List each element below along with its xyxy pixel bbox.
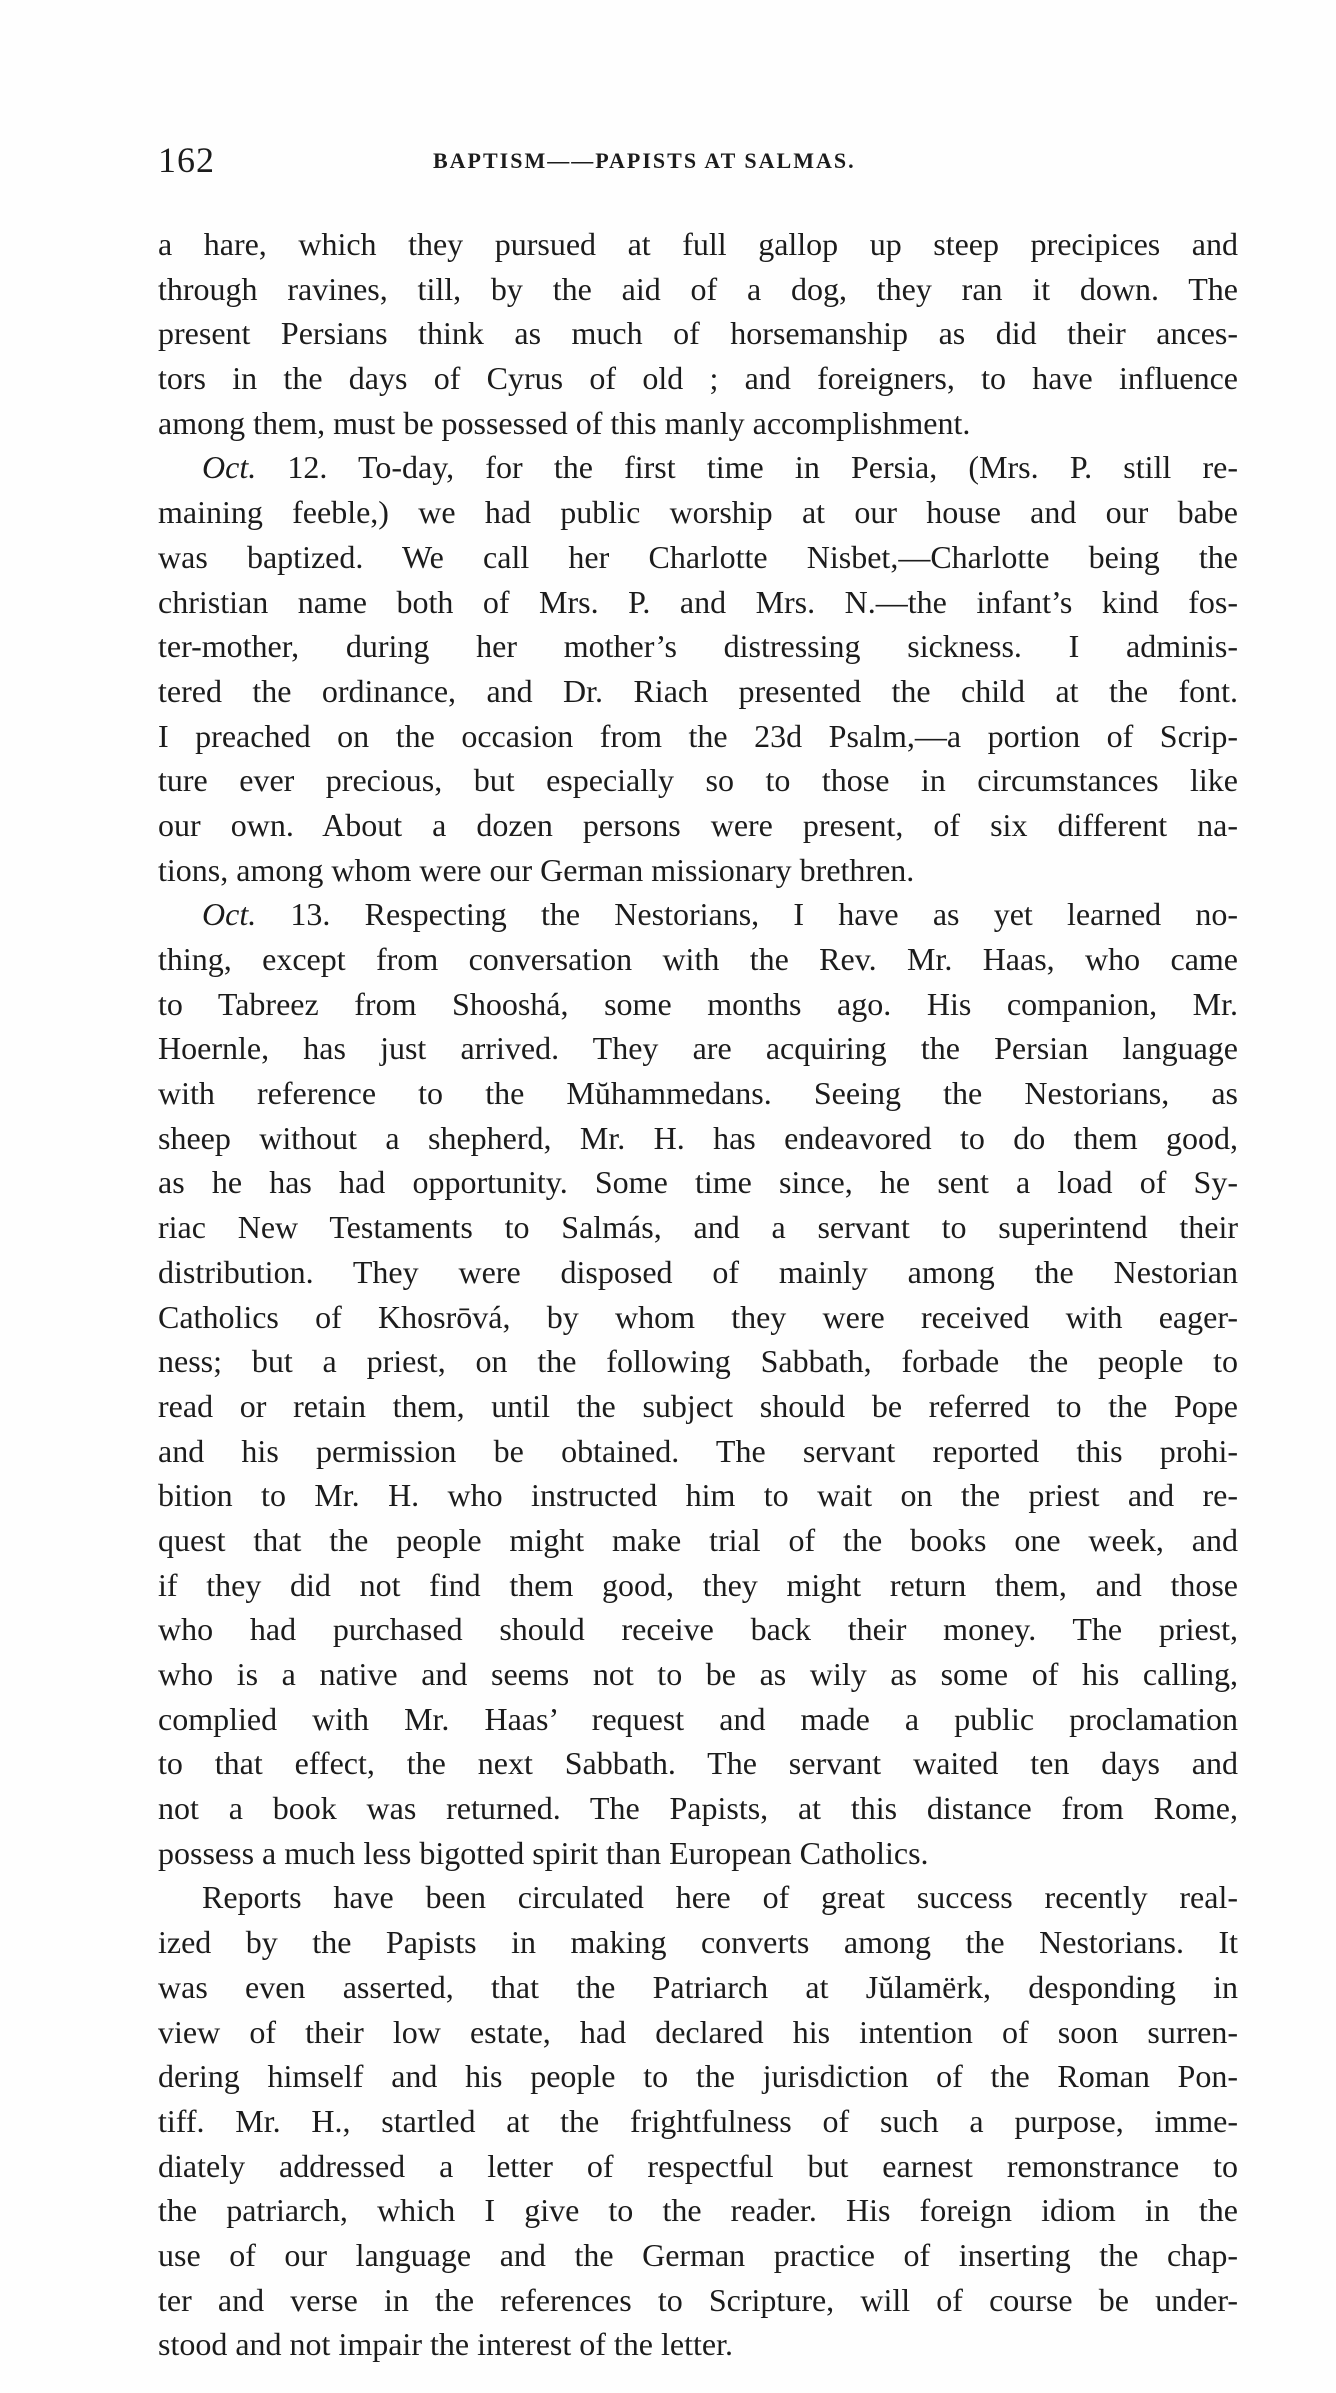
paragraph	[158, 222, 1238, 445]
text-line	[158, 1518, 1238, 1563]
line-text: stood and not impair the interest of the letter.	[158, 2326, 733, 2363]
text-line	[158, 982, 1238, 1027]
text-line	[158, 1697, 1238, 1742]
line-text: use of our language and the German practice of inserting the chap-	[158, 2236, 1238, 2273]
text-line	[158, 1339, 1238, 1384]
line-text: to Tabreez from Shooshá, some months ago. His companion, Mr.	[158, 985, 1238, 1022]
text-line	[158, 580, 1238, 625]
text-line	[158, 624, 1238, 669]
text-line	[158, 848, 1238, 893]
line-text: was baptized. We call her Charlotte Nisbet,—Charlotte being the	[158, 538, 1238, 575]
text-line	[158, 1116, 1238, 1161]
line-text: ter and verse in the references to Scripture, will of course be under-	[158, 2281, 1238, 2318]
text-line	[158, 222, 1238, 267]
line-text: 12. To-day, for the first time in Persia, (Mrs. P. still re-	[256, 449, 1238, 486]
text-line	[158, 669, 1238, 714]
line-text: ized by the Papists in making converts among the Nestorians. It	[158, 1924, 1238, 1961]
entry-date: Oct.	[202, 449, 257, 486]
text-line	[158, 2188, 1238, 2233]
entry-date: Oct.	[202, 896, 257, 933]
line-text: not a book was returned. The Papists, at this distance from Rome,	[158, 1790, 1238, 1827]
line-text: ness; but a priest, on the following Sabbath, forbade the people to	[158, 1343, 1238, 1380]
text-line	[158, 2322, 1238, 2367]
text-line	[158, 758, 1238, 803]
text-line	[158, 2144, 1238, 2189]
text-line	[158, 1831, 1238, 1876]
line-text: 13. Respecting the Nestorians, I have as yet learned no-	[256, 896, 1238, 933]
text-line	[158, 1652, 1238, 1697]
text-line	[158, 2099, 1238, 2144]
line-text: through ravines, till, by the aid of a dog, they ran it down. The	[158, 270, 1238, 307]
text-line	[158, 490, 1238, 535]
paragraph	[158, 892, 1238, 1875]
text-line	[158, 267, 1238, 312]
line-text: I preached on the occasion from the 23d Psalm,—a portion of Scrip-	[158, 717, 1238, 754]
line-text: riac New Testaments to Salmás, and a servant to superintend their	[158, 1209, 1238, 1246]
line-text: ture ever precious, but especially so to those in circumstances like	[158, 762, 1238, 799]
line-text: our own. About a dozen persons were present, of six different na-	[158, 806, 1238, 843]
text-line	[158, 1875, 1238, 1920]
text-line	[158, 1563, 1238, 1608]
text-line	[158, 1026, 1238, 1071]
text-line	[158, 2010, 1238, 2055]
line-text: complied with Mr. Haas’ request and made a public proclamation	[158, 1700, 1238, 1737]
text-line	[158, 535, 1238, 580]
text-line	[158, 1741, 1238, 1786]
text-line	[158, 1205, 1238, 1250]
page-number: 162	[158, 140, 215, 180]
line-text: diately addressed a letter of respectful but earnest remonstrance to	[158, 2147, 1238, 2184]
line-text: the patriarch, which I give to the reader. His foreign idiom in the	[158, 2192, 1238, 2229]
text-line	[158, 1071, 1238, 1116]
line-text: dering himself and his people to the jurisdiction of the Roman Pon-	[158, 2058, 1238, 2095]
running-head-title: BAPTISM——PAPISTS AT SALMAS.	[433, 148, 856, 173]
line-text: tions, among whom were our German missionary brethren.	[158, 851, 915, 888]
line-text: who had purchased should receive back their money. The priest,	[158, 1611, 1238, 1648]
line-text: christian name both of Mrs. P. and Mrs. N.—the infant’s kind fos-	[158, 583, 1238, 620]
body-text	[158, 222, 1238, 2367]
text-line	[158, 2054, 1238, 2099]
line-text: as he has had opportunity. Some time since, he sent a load of Sy-	[158, 1164, 1238, 1201]
text-line	[158, 311, 1238, 356]
line-text: distribution. They were disposed of mainly among the Nestorian	[158, 1253, 1238, 1290]
line-text: among them, must be possessed of this manly accomplishment.	[158, 404, 971, 441]
line-text: read or retain them, until the subject should be referred to the Pope	[158, 1387, 1238, 1424]
line-text: possess a much less bigotted spirit than European Catholics.	[158, 1834, 929, 1871]
text-line	[158, 892, 1238, 937]
text-line	[158, 1295, 1238, 1340]
paragraph	[158, 445, 1238, 892]
line-text: maining feeble,) we had public worship at our house and our babe	[158, 494, 1238, 531]
line-text: and his permission be obtained. The servant reported this prohi-	[158, 1432, 1238, 1469]
text-line	[158, 1384, 1238, 1429]
line-text: Catholics of Khosrōvá, by whom they were received with eager-	[158, 1298, 1238, 1335]
text-line	[158, 2233, 1238, 2278]
line-text: if they did not find them good, they might return them, and those	[158, 1566, 1238, 1603]
running-head	[158, 138, 1238, 182]
text-line	[158, 1160, 1238, 1205]
text-line	[158, 1607, 1238, 1652]
paragraph	[158, 1875, 1238, 2367]
line-text: sheep without a shepherd, Mr. H. has endeavored to do them good,	[158, 1119, 1238, 1156]
line-text: tiff. Mr. H., startled at the frightfulness of such a purpose, imme-	[158, 2102, 1238, 2139]
text-line	[158, 803, 1238, 848]
line-text: view of their low estate, had declared his intention of soon surren-	[158, 2013, 1238, 2050]
text-line	[158, 1473, 1238, 1518]
text-line	[158, 1786, 1238, 1831]
line-text: present Persians think as much of horsemanship as did their ances-	[158, 315, 1238, 352]
text-line	[158, 356, 1238, 401]
text-line	[158, 1965, 1238, 2010]
line-text: who is a native and seems not to be as wily as some of his calling,	[158, 1656, 1238, 1692]
line-text: bition to Mr. H. who instructed him to wait on the priest and re-	[158, 1477, 1238, 1514]
line-text: was even asserted, that the Patriarch at Jŭlamërk, desponding in	[158, 1968, 1238, 2005]
line-text: Hoernle, has just arrived. They are acquiring the Persian language	[158, 1030, 1238, 1067]
text-line	[158, 1250, 1238, 1295]
text-line	[158, 445, 1238, 490]
line-text: ter-mother, during her mother’s distressing sickness. I adminis-	[158, 628, 1238, 665]
line-text: thing, except from conversation with the Rev. Mr. Haas, who came	[158, 941, 1238, 977]
text-line	[158, 401, 1238, 446]
text-line	[158, 1920, 1238, 1965]
line-text: quest that the people might make trial of the books one week, and	[158, 1521, 1238, 1558]
text-line	[158, 1429, 1238, 1474]
line-text: tors in the days of Cyrus of old ; and foreigners, to have influence	[158, 360, 1238, 397]
text-line	[158, 937, 1238, 982]
text-line	[158, 714, 1238, 759]
line-text: Reports have been circulated here of great success recently real-	[202, 1879, 1238, 1916]
line-text: a hare, which they pursued at full gallop up steep precipices and	[158, 226, 1238, 262]
line-text: to that effect, the next Sabbath. The servant waited ten days and	[158, 1745, 1238, 1782]
line-text: with reference to the Mŭhammedans. Seeing the Nestorians, as	[158, 1075, 1238, 1112]
line-text: tered the ordinance, and Dr. Riach presented the child at the font.	[158, 672, 1238, 709]
text-line	[158, 2278, 1238, 2323]
